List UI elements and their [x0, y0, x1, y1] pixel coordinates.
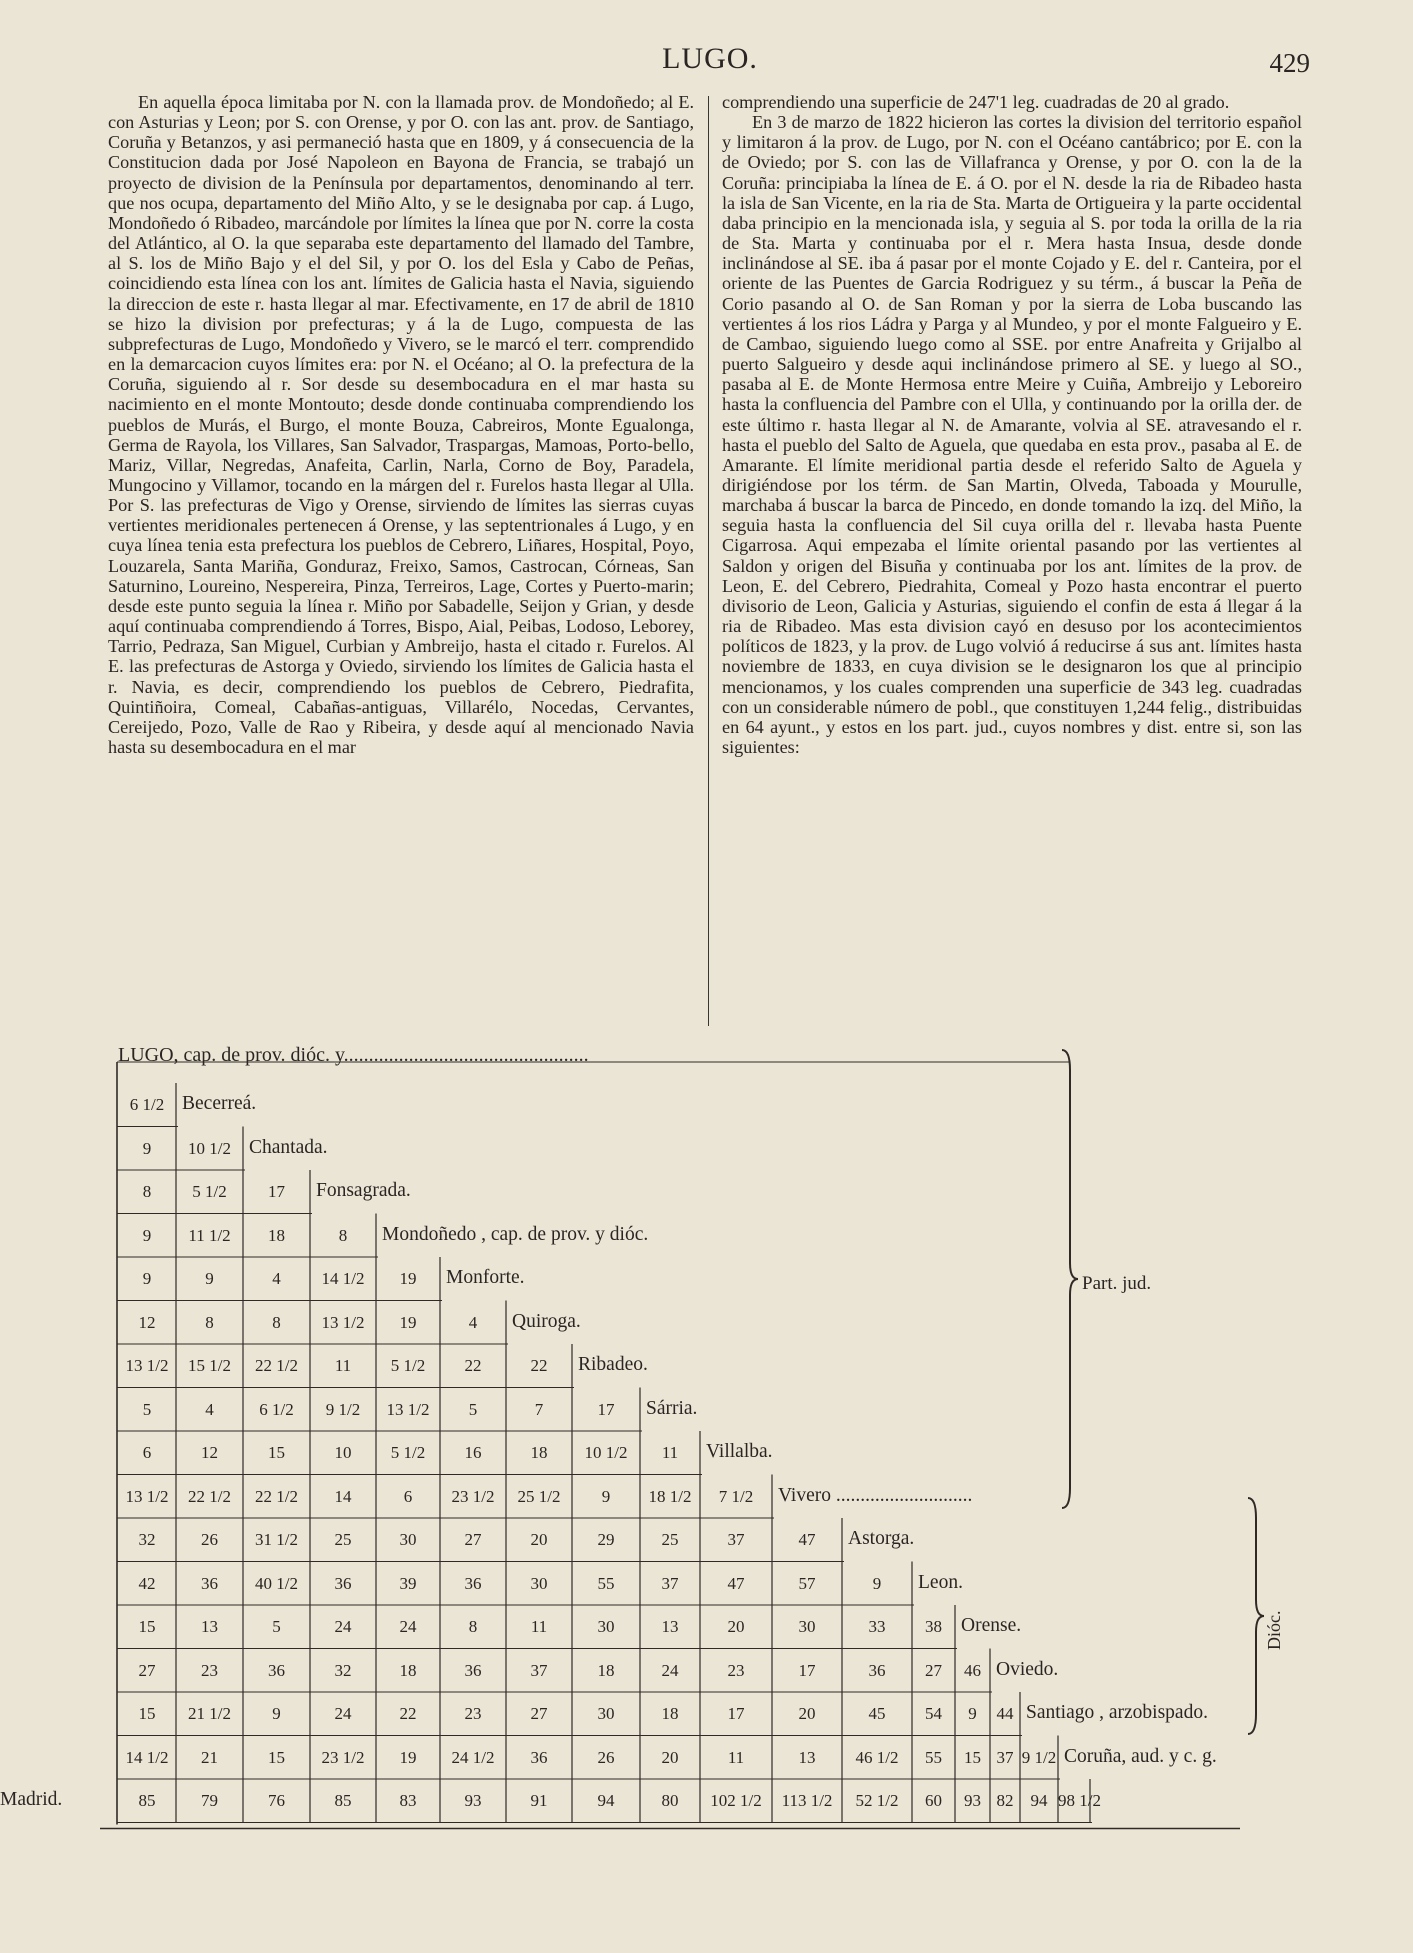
- distance-cell: 9 1/2: [325, 1399, 361, 1419]
- distance-cell: 45: [868, 1704, 886, 1723]
- distance-cell: 13: [201, 1617, 218, 1636]
- place-name: Fonsagrada.: [316, 1180, 411, 1201]
- distance-cell: 9: [601, 1486, 611, 1506]
- distance-cell: 52 1/2: [855, 1791, 899, 1810]
- distance-cell: 25: [661, 1530, 679, 1549]
- distance-cell: 20: [798, 1704, 816, 1723]
- distance-cell: 55: [597, 1573, 615, 1593]
- distance-cell: 30: [798, 1617, 816, 1636]
- distance-cell: 93: [464, 1791, 482, 1810]
- distance-cell: 12: [138, 1312, 156, 1332]
- place-name: Ribadeo.: [578, 1354, 648, 1375]
- distance-cell: 40 1/2: [255, 1573, 298, 1593]
- distance-cell: 19: [399, 1269, 417, 1288]
- distance-cell: 5: [272, 1617, 281, 1636]
- distance-cell: 22 1/2: [255, 1486, 298, 1506]
- distance-cell: 32: [334, 1660, 352, 1680]
- brace: [1062, 1050, 1078, 1508]
- distance-cell: 14: [334, 1486, 352, 1506]
- distance-cell: 24: [334, 1617, 352, 1636]
- place-name: Coruña, aud. y c. g.: [1064, 1745, 1217, 1767]
- distance-cell: 4: [468, 1312, 478, 1332]
- distance-cell: 47: [798, 1530, 816, 1549]
- distance-cell: 30: [530, 1573, 548, 1593]
- distance-cell: 27: [925, 1660, 942, 1680]
- distance-cell: 25: [334, 1530, 352, 1549]
- distance-cell: 21 1/2: [188, 1704, 231, 1723]
- distance-cell: 22 1/2: [188, 1486, 231, 1506]
- distance-cell: 15: [964, 1747, 981, 1767]
- distance-cell: 57: [798, 1573, 816, 1593]
- distance-cell: 25 1/2: [517, 1486, 561, 1506]
- place-name: Sárria.: [646, 1397, 698, 1419]
- distance-cell: 98 1/2: [1058, 1791, 1101, 1810]
- brace: [1248, 1498, 1264, 1734]
- left-column-text: En aquella época limitaba por N. con la llamada prov. de Mondoñedo; al E. con Asturias y Leon; por S. con Orense, y por O. con las ant. prov. de Santiago, Coruña y Betanzos, y asi permaneció hasta que en 1809, y á consecuencia de la Constitucion dada por José Napoleon en Bayona de Francia, se trabajó un proyecto de division de la Península por departamentos, denominando al terr. que nos ocupa, departamento del Miño Alto, y se le designaba por cap. á Lugo, Mondoñedo ó Ribadeo, marcándole por límites la línea que por N. corre la costa del Atlántico, al O. la que separaba este departamento del llamado del Tambre, al S. los de Miño Bajo y el del Sil, y por O. los del Esla y Cabo de Peñas, coincidiendo esta línea con los ant. límites de Galicia hasta el Navia, siguiendo la direccion de este r. hasta llegar al mar. Efectivamente, en 17 de abril de 1810 se hizo la division por prefecturas; y á la de Lugo, compuesta de las subprefecturas de Lugo, Mondoñedo y Vivero, se le marcó el terr. comprendido en la demarcacion cuyos límites era: por N. el Océano; al O. la prefectura de la Coruña, siguiendo al r. Sor desde su desembocadura en el mar hasta su nacimiento en el monte Montouto; desde donde continuaba comprendiendo los pueblos de Murás, el Burgo, el monte Bouza, Cabreiros, Monte Egualonga, Germa de Rayola, los Villares, San Salvador, Traspargas, Mamoas, Porto-bello, Mariz, Villar, Negredas, Anafeita, Carlin, Narla, Corno de Boy, Paradela, Mungocino y Villamor, tocando en la márgen del r. Furelos hasta llegar al Ulla. Por S. las prefecturas de Vigo y Orense, sirviendo de límites las sierras cuyas vertientes meridionales pertenecen á Orense, y las septentrionales á Lugo, y en cuya línea tenia esta prefectura los pueblos de Cebrero, Liñares, Hospital, Poyo, Louzarela, Santa Mariña, Gonduraz, Freixo, Samos, Castrocan, Córneas, San Saturnino, Loureino, Nespereira, Pinza, Terreiros, Lage, Cortes y Puerto-marin; desde este punto seguia la línea r. Miño por Sabadelle, Seijon y Grian, y desde aquí continuaba comprendiendo á Torres, Bispo, Aial, Peibas, Lodoso, Leborey, Tarrio, Pedraza, San Miguel, Curbian y Ambreijo, hasta el citado r. Furelos. Al E. las prefecturas de Astorga y Oviedo, sirviendo los límites de Galicia hasta el r. Navia, es decir, comprendiendo los pueblos de Cebrero, Piedrafita, Quintiñoira, Comeal, Cabañas-antiguas, Villarélo, Nocedas, Cervantes, Cereijedo, Pozo, Valle de Rao y Ribeira, y desde aquí al mencionado Navia hasta su desembocadura en el mar: [108, 92, 694, 757]
- distance-cell: 8: [205, 1312, 214, 1332]
- distance-cell: 18: [661, 1704, 679, 1723]
- distance-cell: 15 1/2: [188, 1356, 231, 1375]
- distance-cell: 15: [268, 1747, 285, 1767]
- distance-cell: 42: [138, 1573, 156, 1593]
- distance-cell: 18: [597, 1660, 615, 1680]
- distance-cell: 11: [530, 1617, 548, 1636]
- distance-cell: 17: [798, 1660, 816, 1680]
- distance-cell: 6 1/2: [259, 1399, 294, 1419]
- distance-cell: 13 1/2: [386, 1399, 430, 1419]
- place-name: Monforte.: [446, 1267, 525, 1288]
- distance-cell: 9: [968, 1704, 977, 1723]
- place-name: Mondoñedo , cap. de prov. y dióc.: [382, 1223, 649, 1245]
- distance-cell: 85: [334, 1791, 352, 1810]
- distance-cell: 4: [205, 1399, 214, 1419]
- distance-cell: 6 1/2: [129, 1095, 165, 1114]
- distance-cell: 37: [661, 1573, 679, 1593]
- distance-cell: 11: [727, 1747, 745, 1767]
- distance-cell: 36: [334, 1573, 352, 1593]
- distance-cell: 38: [925, 1617, 942, 1636]
- right-column-paragraph-2: En 3 de marzo de 1822 hicieron las cortes la division del territorio español y limitaron á la prov. de Lugo, por N. con el Océano cantábrico; por E. con la de Oviedo; por S. con las de Villafranca y Orense, y por O. con la de la Coruña: principiaba la línea de E. á O. por el N. desde la ria de Ribadeo hasta la isla de San Vicente, en la ria de Sta. Marta de Ortigueira y la parte occidental daba principio en la mencionada isla, y seguia al S. por toda la orilla de la ria de Sta. Marta y continuaba por el r. Mera hasta Insua, desde donde inclinándose al SE. iba á pasar por el monte Cojado y E. del r. Canteira, por el oriente de las Puentes de Garcia Rodriguez y su térm., á buscar la Peña de Corio pasando al O. de San Roman y por la sierra de Loba buscando las vertientes á los rios Ládra y Parga y al Mundeo, y por el monte Falgueiro y E. de Cambao, siguiendo luego como al SSE. por entre Anafreita y Grijalbo al puerto Salgueiro y desde aqui inclinándose primero al SE. y luego al SO., pasaba al E. de Monte Hermosa entre Meire y Cuiña, Ambreijo y Leboreiro hasta la confluencia del Pambre con el Ulla, y continuando por la orilla der. de este último r. hasta llegar al N. de Amarante, volvia al SE. atravesando el r. hasta el pueblo del Salto de Aguela, que quedaba en esta prov., pasaba al E. de Amarante. El límite meridional partia desde el referido Salto de Aguela y dirigiéndose por los térm. de San Martin, Olveda, Taboada y Mourulle, marchaba á buscar la barca de Pincedo, en donde tomando la izq. del Miño, la seguia hasta la confluencia del Sil cuya orilla del r. llevaba hasta Puente Cigarrosa. Aqui empezaba el límite oriental pasando por las vertientes al Saldon y origen del Bisuña y continuaba por los ant. límites de la prov. de Leon, E. del Cebrero, Piedrahita, Comeal y Pozo hasta encontrar el puerto divisorio de Leon, Galicia y Asturias, siguiendo el confin de esta á llegar á la ria de Ribadeo. Mas esta division cayó en desuso por los acontecimientos políticos de 1823, y la prov. de Lugo volvió á reducirse á sus ant. límites hasta noviembre de 1833, en cuya division se le designaron los que al principio mencionamos, y los cuales comprenden una superficie de 343 leg. cuadradas con un considerable número de pobl., que constituyen 1,244 felig., distribuidas en 64 ayunt., y estos en los part. jud., cuyos nombres y dist. entre si, son las siguientes:: [722, 112, 1302, 757]
- distance-cell: 21: [201, 1747, 218, 1767]
- distance-cell: 93: [964, 1791, 981, 1810]
- distance-cell: 9: [872, 1573, 882, 1593]
- distance-cell: 5: [468, 1399, 478, 1419]
- page-number: 429: [1269, 48, 1310, 78]
- distance-cell: 54: [925, 1704, 942, 1723]
- distance-cell: 83: [399, 1791, 417, 1810]
- distance-cell: 82: [996, 1791, 1014, 1810]
- distance-cell: 33: [868, 1617, 886, 1636]
- distance-cell: 20: [661, 1747, 679, 1767]
- distance-cell: 55: [925, 1747, 942, 1767]
- distance-cell: 17: [268, 1182, 285, 1201]
- distance-cell: 23: [727, 1660, 745, 1680]
- distance-cell: 15: [138, 1617, 156, 1636]
- place-name: Quiroga.: [512, 1310, 581, 1332]
- distance-cell: 26: [597, 1747, 615, 1767]
- distance-cell: 30: [597, 1704, 615, 1723]
- distance-cell: 19: [399, 1747, 417, 1767]
- distance-cell: 23: [464, 1704, 482, 1723]
- distance-cell: 32: [138, 1530, 156, 1549]
- distance-cell: 91: [530, 1791, 548, 1810]
- distance-cell: 60: [925, 1791, 942, 1810]
- distance-cell: 29: [597, 1530, 615, 1549]
- distance-cell: 15: [268, 1443, 285, 1462]
- distance-cell: 16: [464, 1443, 482, 1462]
- capital-line: LUGO, cap. de prov. dióc. y.................................................: [118, 1044, 589, 1066]
- distance-cell: 18: [399, 1660, 417, 1680]
- distance-cell: 11 1/2: [188, 1225, 231, 1245]
- place-name: Madrid.: [0, 1789, 63, 1810]
- distance-cell: 36: [464, 1660, 482, 1680]
- distance-cell: 13: [661, 1617, 679, 1636]
- place-name: Villalba.: [706, 1441, 773, 1462]
- distance-cell: 24 1/2: [451, 1747, 495, 1767]
- place-name: Orense.: [961, 1615, 1022, 1636]
- distance-cell: 37: [727, 1530, 745, 1549]
- distance-cell: 9: [205, 1269, 214, 1288]
- distance-cell: 10 1/2: [584, 1443, 628, 1462]
- distance-cell: 5: [142, 1399, 152, 1419]
- distance-cell: 8: [142, 1182, 152, 1201]
- distance-cell: 20: [727, 1617, 745, 1636]
- distance-cell: 15: [138, 1704, 156, 1723]
- distance-cell: 24: [334, 1704, 352, 1723]
- distance-cell: 94: [1030, 1791, 1048, 1810]
- distance-cell: 9 1/2: [1021, 1747, 1057, 1767]
- distance-cell: 47: [727, 1573, 745, 1593]
- distance-cell: 8: [338, 1225, 348, 1245]
- distance-cell: 5 1/2: [390, 1356, 426, 1375]
- distance-cell: 79: [201, 1791, 218, 1810]
- distance-cell: 20: [530, 1530, 548, 1549]
- distance-cell: 37: [530, 1660, 548, 1680]
- distance-cell: 94: [597, 1791, 615, 1810]
- distance-cell: 6: [142, 1443, 152, 1462]
- distance-cell: 23: [201, 1660, 218, 1680]
- distance-cell: 36: [268, 1660, 285, 1680]
- distance-cell: 18 1/2: [648, 1486, 692, 1506]
- distance-cell: 8: [272, 1312, 281, 1332]
- page-title: LUGO.: [662, 42, 758, 75]
- distance-cell: 5 1/2: [192, 1182, 227, 1201]
- distance-cell: 10 1/2: [188, 1138, 231, 1158]
- distance-cell: 23 1/2: [321, 1747, 365, 1767]
- distance-cell: 13 1/2: [321, 1312, 365, 1332]
- place-name: Santiago , arzobispado.: [1026, 1702, 1208, 1723]
- distance-cell: 22: [530, 1356, 548, 1375]
- distance-cell: 36: [201, 1573, 218, 1593]
- distance-cell: 36: [868, 1660, 886, 1680]
- distance-cell: 11: [661, 1443, 679, 1462]
- distance-cell: 8: [468, 1617, 478, 1636]
- distance-cell: 18: [268, 1225, 285, 1245]
- distance-cell: 39: [399, 1573, 417, 1593]
- place-name: Astorga.: [848, 1528, 915, 1549]
- distance-cell: 80: [661, 1791, 679, 1810]
- distance-cell: 23 1/2: [451, 1486, 495, 1506]
- place-name: Chantada.: [249, 1136, 328, 1158]
- distance-cell: 19: [399, 1312, 417, 1332]
- part-jud-label: Part. jud.: [1082, 1273, 1152, 1294]
- place-name: Vivero ............................: [778, 1484, 973, 1506]
- distance-cell: 7 1/2: [718, 1486, 754, 1506]
- distance-cell: 6: [403, 1486, 413, 1506]
- distance-cell: 17: [597, 1399, 615, 1419]
- place-name: Becerreá.: [182, 1093, 257, 1114]
- distance-cell: 27: [138, 1660, 156, 1680]
- distance-cell: 22 1/2: [255, 1356, 298, 1375]
- distance-cell: 31 1/2: [255, 1530, 298, 1549]
- distance-cell: 30: [597, 1617, 615, 1636]
- distance-cell: 14 1/2: [321, 1269, 365, 1288]
- distance-cell: 24: [399, 1617, 417, 1636]
- distance-cell: 26: [201, 1530, 218, 1549]
- distance-cell: 4: [272, 1269, 281, 1288]
- distance-cell: 22: [464, 1356, 482, 1375]
- distance-cell: 24: [661, 1660, 679, 1680]
- distance-cell: 85: [138, 1791, 156, 1810]
- distance-cell: 102 1/2: [710, 1791, 762, 1810]
- distance-cell: 36: [530, 1747, 548, 1767]
- right-column-paragraph-1: comprendiendo una superficie de 247'1 leg. cuadradas de 20 al grado.: [722, 92, 1230, 112]
- distance-cell: 113 1/2: [781, 1791, 833, 1810]
- distance-cell: 22: [399, 1704, 417, 1723]
- distance-cell: 27: [530, 1704, 548, 1723]
- distance-cell: 27: [464, 1530, 482, 1549]
- distance-cell: 17: [727, 1704, 745, 1723]
- distance-cell: 11: [334, 1356, 352, 1375]
- distance-cell: 30: [399, 1530, 417, 1549]
- distance-cell: 18: [530, 1443, 548, 1462]
- place-name: Oviedo.: [996, 1658, 1059, 1680]
- distance-cell: 76: [268, 1791, 285, 1810]
- distance-cell: 14 1/2: [125, 1747, 169, 1767]
- distance-cell: 7: [534, 1399, 544, 1419]
- distance-cell: 10: [334, 1443, 352, 1462]
- distance-cell: 9: [142, 1225, 152, 1245]
- distance-cell: 5 1/2: [390, 1443, 426, 1462]
- dioc-label: Dióc.: [1264, 1610, 1284, 1650]
- distance-cell: 37: [996, 1747, 1014, 1767]
- distance-cell: 12: [201, 1443, 218, 1462]
- distance-cell: 13 1/2: [125, 1356, 169, 1375]
- distance-cell: 13 1/2: [125, 1486, 169, 1506]
- distance-cell: 46: [964, 1660, 981, 1680]
- place-name: Leon.: [918, 1571, 963, 1593]
- distance-cell: 9: [272, 1704, 281, 1723]
- distance-cell: 36: [464, 1573, 482, 1593]
- distance-cell: 13: [798, 1747, 816, 1767]
- distance-cell: 9: [142, 1269, 152, 1288]
- distance-cell: 46 1/2: [855, 1747, 899, 1767]
- distance-cell: 9: [142, 1138, 152, 1158]
- distance-cell: 44: [996, 1704, 1014, 1723]
